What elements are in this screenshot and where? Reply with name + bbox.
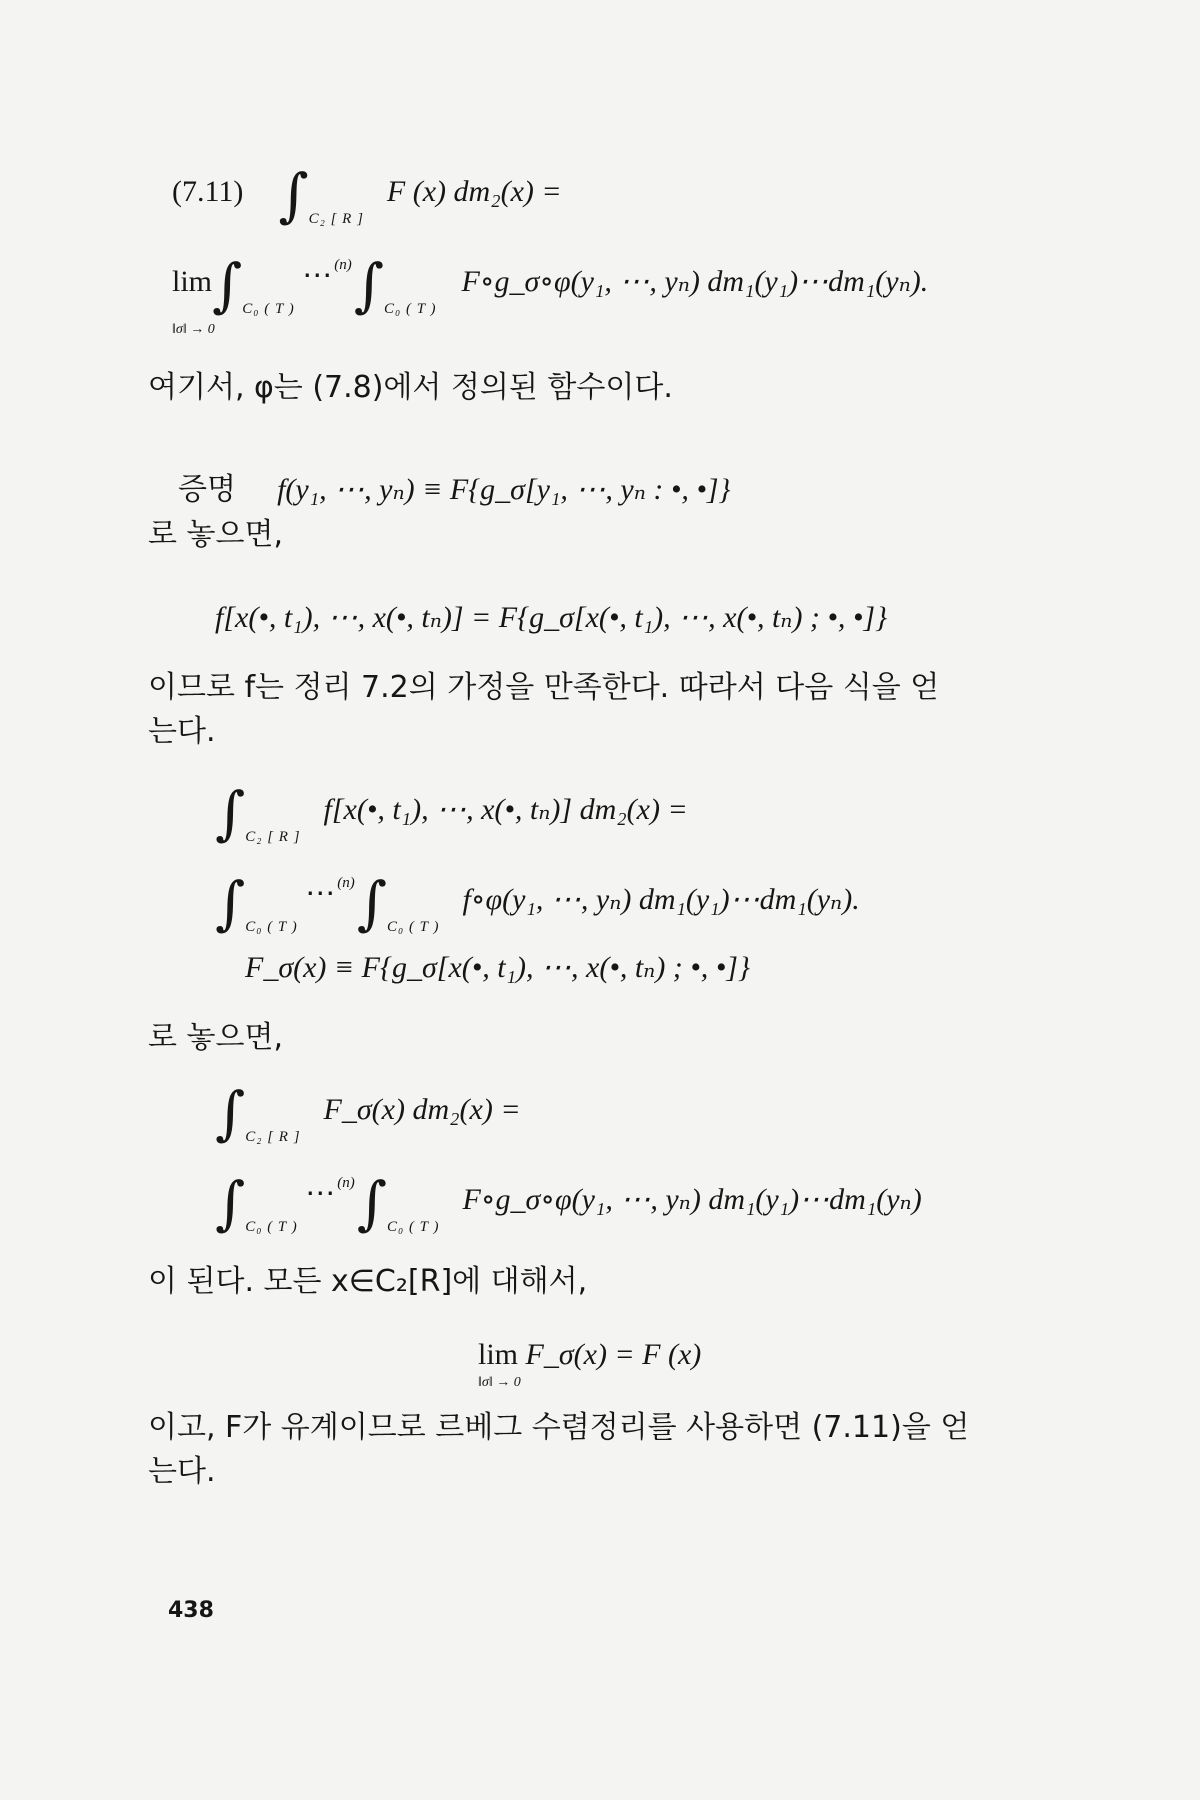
- equation-7-11-line1: [172, 161, 562, 239]
- text-becomes: 이 된다. 모든 x∈C₂[R]에 대해서,: [148, 1264, 588, 1299]
- lim-subscript: ‖σ‖ → 0: [172, 322, 215, 337]
- n-fold-mark: (n): [337, 1175, 355, 1191]
- int-f-line2: [215, 869, 860, 947]
- lim-operator: lim: [172, 265, 213, 298]
- text-where: 여기서, φ는 (7.8)에서 정의된 함수이다.: [148, 370, 673, 405]
- equation-rhs: F∘g_σ∘φ(y₁, ⋯, yₙ) dm₁(y₁)⋯dm₁(yₙ).: [461, 265, 929, 298]
- f-equation: f[x(•, t₁), ⋯, x(•, tₙ)] = F{g_σ[x(•, t₁), ⋯, x(•, tₙ) ; •, •]}: [215, 601, 888, 634]
- text-thus-2: 는다.: [148, 714, 216, 749]
- text-thus-1: 이므로 f는 정리 7.2의 가정을 만족한다. 따라서 다음 식을 얻: [148, 670, 940, 705]
- repeated-dots: ⋯: [305, 1177, 336, 1210]
- integral-sign: ∫: [215, 1169, 246, 1237]
- proof-label: 증명: [178, 472, 236, 507]
- integral-sign: ∫: [215, 779, 246, 847]
- lim-subscript: ‖σ‖ → 0: [478, 1375, 521, 1390]
- def-F-sigma: F_σ(x) ≡ F{g_σ[x(•, t₁), ⋯, x(•, tₙ) ; •, •]}: [245, 951, 750, 984]
- integral-domain: C₀ ( T ): [386, 1219, 440, 1235]
- n-fold-mark: (n): [334, 257, 352, 273]
- equation-lhs: F (x) dm₂(x) =: [386, 175, 562, 208]
- int-F-line1: [215, 1079, 521, 1157]
- integral-domain: C₀ ( T ): [386, 919, 440, 935]
- integral-domain: C₀ ( T ): [383, 301, 437, 317]
- text-conclusion-2: 는다.: [148, 1454, 216, 1489]
- integral-domain: C₂ [ R ]: [245, 829, 301, 845]
- integral-domain: C₀ ( T ): [245, 1219, 298, 1235]
- page-number: 438: [168, 1598, 214, 1623]
- int-F-rhs: F∘g_σ∘φ(y₁, ⋯, yₙ) dm₁(y₁)⋯dm₁(yₙ): [462, 1183, 922, 1216]
- int-f-lhs: f[x(•, t₁), ⋯, x(•, tₙ)] dm₂(x) =: [323, 793, 688, 826]
- repeated-dots: ⋯: [305, 877, 336, 910]
- limit-equation-body: F_σ(x) = F (x): [525, 1338, 702, 1371]
- integral-domain: C₂ [ R ]: [245, 1129, 301, 1145]
- n-fold-mark: (n): [337, 875, 355, 891]
- def-f: f(y₁, ⋯, yₙ) ≡ F{g_σ[y₁, ⋯, yₙ : •, •]}: [277, 473, 731, 506]
- integral-sign: ∫: [353, 251, 384, 319]
- integral-domain: C₂ [ R ]: [308, 211, 364, 227]
- text-put-2: 로 놓으면,: [148, 1020, 283, 1055]
- int-F-lhs: F_σ(x) dm₂(x) =: [323, 1093, 521, 1126]
- text-put-1: 로 놓으면,: [148, 517, 283, 552]
- integral-domain: C₀ ( T ): [242, 301, 295, 317]
- integral-sign: ∫: [278, 161, 309, 229]
- integral-sign: ∫: [212, 251, 243, 319]
- int-F-line2: [215, 1169, 922, 1247]
- integral-sign: ∫: [356, 1169, 387, 1237]
- integral-sign: ∫: [356, 869, 387, 937]
- equation-7-11-line2: [172, 251, 929, 329]
- int-f-rhs: f∘φ(y₁, ⋯, yₙ) dm₁(y₁)⋯dm₁(yₙ).: [462, 883, 860, 916]
- text-conclusion-1: 이고, F가 유계이므로 르베그 수렴정리를 사용하면 (7.11)을 얻: [148, 1410, 970, 1445]
- integral-sign: ∫: [215, 869, 246, 937]
- proof-definition-line: [178, 470, 731, 510]
- integral-sign: ∫: [215, 1079, 246, 1147]
- int-f-line1: [215, 779, 688, 857]
- equation-tag: (7.11): [172, 175, 244, 208]
- repeated-dots: ⋯: [302, 259, 333, 292]
- lim-operator: lim: [478, 1338, 519, 1371]
- limit-equation: [478, 1335, 701, 1375]
- integral-domain: C₀ ( T ): [245, 919, 298, 935]
